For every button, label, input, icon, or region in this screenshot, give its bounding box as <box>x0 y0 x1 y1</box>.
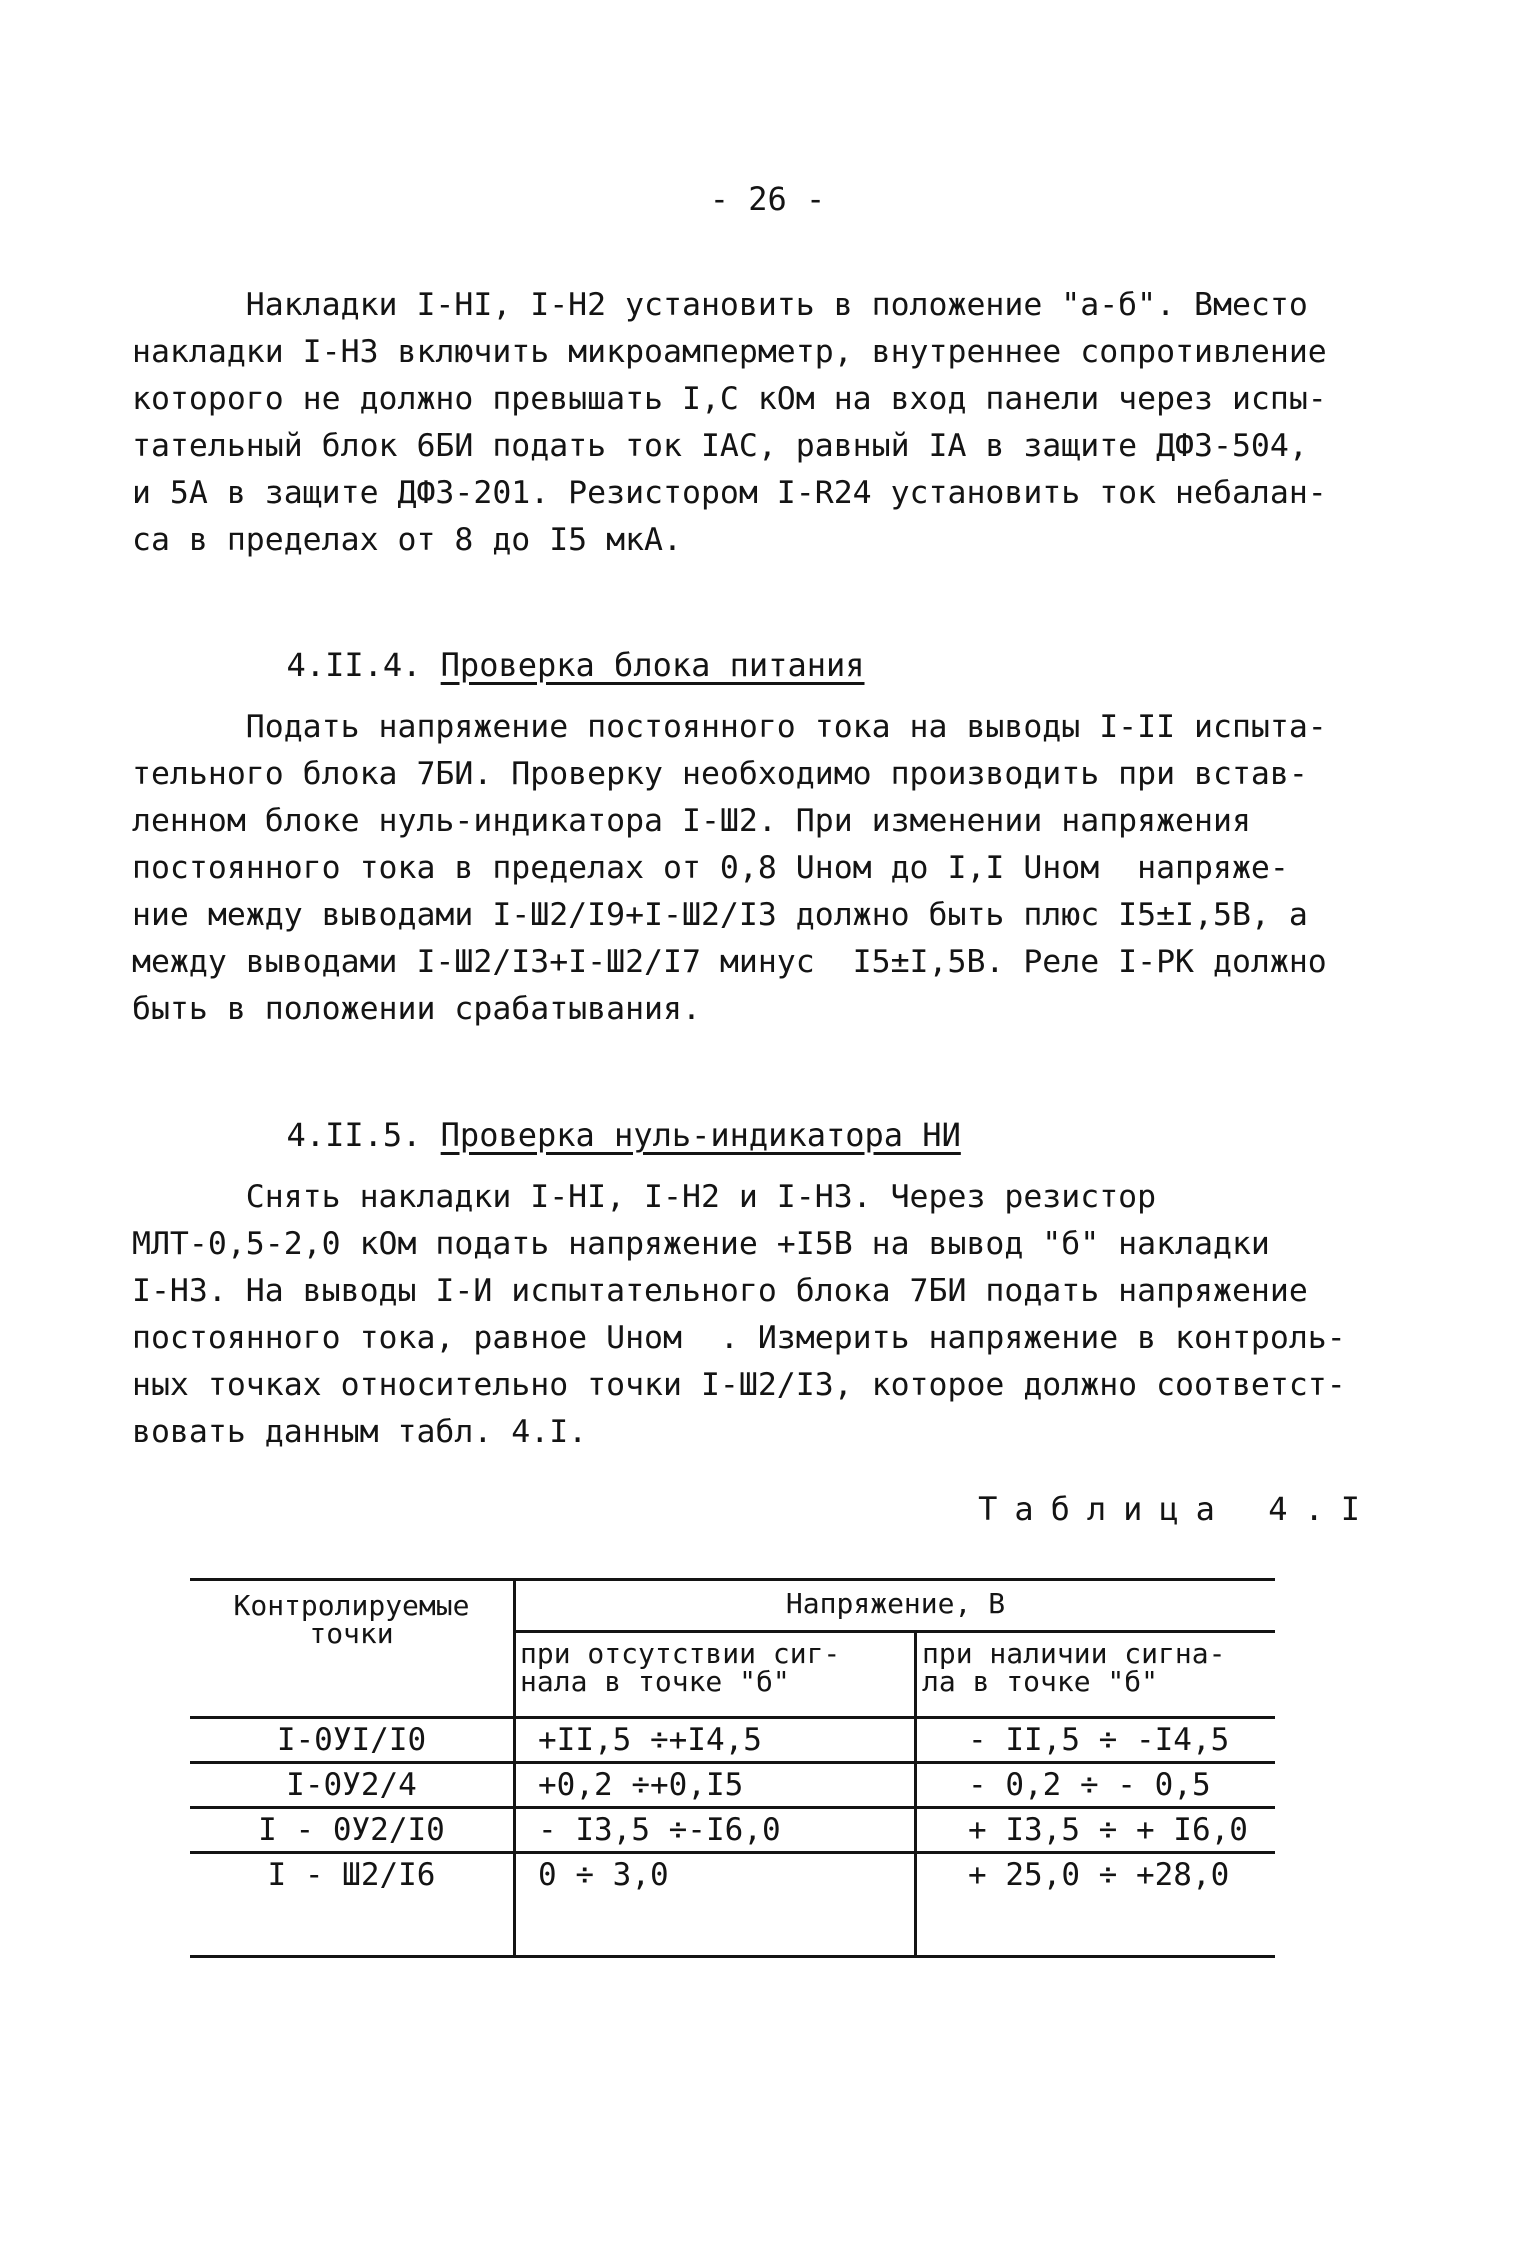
section-title: Проверка нуль-индикатора НИ <box>440 1116 961 1154</box>
text-line: тательный блок 6БИ подать ток IAC, равный IA в защите ДФЗ-504, <box>132 428 1308 464</box>
text-line: быть в положении срабатывания. <box>132 991 701 1027</box>
intro-paragraph <box>132 282 1382 564</box>
text-line: между выводами I-Ш2/I3+I-Ш2/I7 минус I5±I,5В. Реле I-РК должно <box>132 944 1327 980</box>
signal-cell: - 0,2 ÷ - 0,5 <box>968 1767 1211 1803</box>
null-indicator-paragraph <box>132 1174 1382 1456</box>
text-line: ных точках относительно точки I-Ш2/I3, которое должно соответст- <box>132 1367 1346 1403</box>
text-line: Подать напряжение постоянного тока на выводы I-II испыта- <box>132 709 1327 745</box>
text-line: Снять накладки I-HI, I-H2 и I-H3. Через резистор <box>132 1179 1157 1215</box>
table-rule <box>190 1955 1275 1958</box>
text-line: Накладки I-HI, I-H2 установить в положение "а-б". Вместо <box>132 287 1308 323</box>
text-line: ние между выводами I-Ш2/I9+I-Ш2/I3 должно быть плюс I5±I,5В, а <box>132 897 1308 933</box>
no-signal-cell: +II,5 ÷+I4,5 <box>538 1722 762 1758</box>
no-signal-cell: - I3,5 ÷-I6,0 <box>538 1812 781 1848</box>
table-caption: Таблица 4.I <box>978 1490 1377 1528</box>
table-rule <box>190 1761 1275 1764</box>
text-line: МЛТ-0,5-2,0 кОм подать напряжение +I5В на вывод "б" накладки <box>132 1226 1270 1262</box>
table-rule <box>914 1630 917 1958</box>
signal-cell: - II,5 ÷ -I4,5 <box>968 1722 1230 1758</box>
point-cell: I-0УI/I0 <box>276 1722 427 1758</box>
text-line: которого не должно превышать I,С кОм на вход панели через испы- <box>132 381 1327 417</box>
point-cell: I - 0У2/I0 <box>258 1812 445 1848</box>
no-signal-cell: 0 ÷ 3,0 <box>538 1857 669 1893</box>
section-title: Проверка блока питания <box>440 646 865 684</box>
points-column-header: Контролируемые точки <box>233 1589 470 1650</box>
voltage-header: Напряжение, В <box>785 1587 1006 1620</box>
text-line: I-H3. На выводы I-И испытательного блока 7БИ подать напряжение <box>132 1273 1308 1309</box>
table-rule <box>190 1716 1275 1719</box>
text-line: постоянного тока, равное Uном . Измерить напряжение в контроль- <box>132 1320 1346 1356</box>
table-rule <box>515 1630 1275 1633</box>
text-line: накладки I-Н3 включить микроамперметр, внутреннее сопротивление <box>132 334 1327 370</box>
table-rule <box>190 1851 1275 1854</box>
text-line: ленном блоке нуль-индикатора I-Ш2. При изменении напряжения <box>132 803 1251 839</box>
table-rule <box>513 1578 516 1958</box>
point-cell: I-0У2/4 <box>286 1767 417 1803</box>
text-line: постоянного тока в пределах от 0,8 Uном до I,I Uном напряже- <box>132 850 1289 886</box>
no-signal-column-header: при отсутствии сиг- нала в точке "б" <box>520 1637 841 1698</box>
page-number: - 26 - <box>709 180 826 218</box>
text-line: тельного блока 7БИ. Проверку необходимо производить при встав- <box>132 756 1308 792</box>
section-heading-power <box>248 608 865 684</box>
section-number: 4.II.5. <box>286 1116 422 1154</box>
section-number: 4.II.4. <box>286 646 422 684</box>
section-heading-null-indicator <box>248 1078 961 1154</box>
point-cell: I - Ш2/I6 <box>267 1857 436 1893</box>
signal-cell: + 25,0 ÷ +28,0 <box>968 1857 1230 1893</box>
text-line: и 5А в защите ДФЗ-201. Резистором I-R24 установить ток небалан- <box>132 475 1327 511</box>
signal-column-header: при наличии сигна- ла в точке "б" <box>922 1637 1226 1698</box>
power-paragraph <box>132 704 1382 1033</box>
voltage-table <box>190 1578 1275 1958</box>
text-line: са в пределах от 8 до I5 мкА. <box>132 522 682 558</box>
no-signal-cell: +0,2 ÷+0,I5 <box>538 1767 744 1803</box>
signal-cell: + I3,5 ÷ + I6,0 <box>968 1812 1248 1848</box>
table-rule <box>190 1806 1275 1809</box>
table-rule <box>190 1578 1275 1581</box>
text-line: вовать данным табл. 4.I. <box>132 1414 588 1450</box>
